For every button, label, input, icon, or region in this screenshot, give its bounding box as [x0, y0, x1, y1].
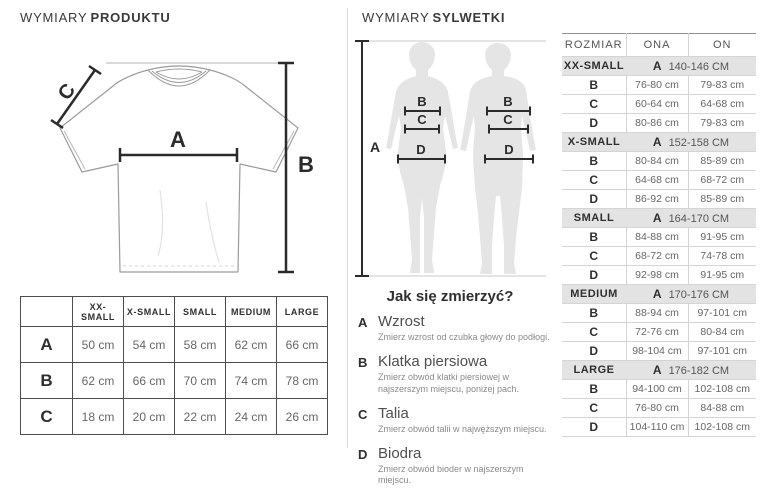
instruction-item: [358, 353, 550, 396]
male-label-b: B: [503, 94, 513, 109]
column-header: SMALL: [175, 297, 226, 327]
her-value: 104-110 cm: [626, 418, 688, 437]
height-letter: A: [652, 363, 662, 377]
size-data-row: [562, 171, 756, 190]
size-value-cell: 22 cm: [175, 399, 226, 435]
vertical-divider: [347, 8, 348, 448]
size-data-row: [562, 342, 756, 361]
size-group-name: SMALL: [562, 209, 626, 228]
size-data-row: [562, 323, 756, 342]
her-value: 94-100 cm: [626, 380, 688, 399]
her-value: 76-80 cm: [626, 399, 688, 418]
height-letter: A: [652, 211, 662, 225]
measure-label: D: [562, 418, 626, 437]
him-value: 85-89 cm: [688, 152, 756, 171]
measure-label: D: [562, 114, 626, 133]
measure-label: C: [562, 247, 626, 266]
size-data-row: [562, 114, 756, 133]
measure-line-height: [355, 41, 369, 276]
him-value: 79-83 cm: [688, 114, 756, 133]
size-group-height: A 170-176 CM: [626, 285, 756, 304]
size-value-cell: 18 cm: [73, 399, 124, 435]
instruction-letter: A: [358, 315, 368, 330]
size-data-row: [562, 247, 756, 266]
size-value-cell: 24 cm: [226, 399, 277, 435]
size-data-row: [562, 418, 756, 437]
him-value: 102-108 cm: [688, 380, 756, 399]
size-value-cell: 58 cm: [175, 327, 226, 363]
measure-instructions: [358, 313, 550, 496]
instruction-body: [378, 405, 550, 436]
silhouette-dimensions-title: [362, 10, 505, 25]
him-value: 84-88 cm: [688, 399, 756, 418]
body-size-table-body: [562, 57, 756, 437]
measure-label: D: [562, 190, 626, 209]
measure-label: B: [562, 76, 626, 95]
instruction-letter: D: [358, 446, 368, 462]
size-group-name: X-SMALL: [562, 133, 626, 152]
him-value: 91-95 cm: [688, 228, 756, 247]
instruction-letter: B: [358, 354, 368, 370]
tshirt-label-c: C: [53, 79, 81, 105]
product-dimensions-title: [20, 10, 171, 25]
male-label-d: D: [504, 142, 514, 157]
tshirt-measurement-diagram: [10, 40, 340, 290]
size-group-name: XX-SMALL: [562, 57, 626, 76]
instruction-name: Klatka piersiowa: [378, 352, 488, 370]
instruction-description: Zmierz obwód talii w najwęższym miejscu.: [378, 423, 547, 434]
measure-label: C: [562, 399, 626, 418]
instruction-description: Zmierz obwód bioder w najszerszym miejscu.: [378, 463, 524, 486]
column-header-her: ONA: [626, 34, 688, 57]
title-bold-part: SYLWETKI: [432, 10, 506, 25]
row-label: B: [21, 363, 73, 399]
title-regular-part: WYMIARY: [20, 10, 88, 25]
size-value-cell: 26 cm: [277, 399, 328, 435]
body-size-table-head: [562, 34, 756, 57]
product-table-head: [21, 297, 328, 327]
her-value: 72-76 cm: [626, 323, 688, 342]
size-data-row: [562, 399, 756, 418]
column-header-him: ON: [688, 34, 756, 57]
size-group-height: A 164-170 CM: [626, 209, 756, 228]
size-value-cell: 62 cm: [226, 327, 277, 363]
measure-label: C: [562, 171, 626, 190]
height-letter: A: [652, 59, 662, 73]
female-label-b: B: [417, 94, 427, 109]
size-data-row: [562, 76, 756, 95]
instruction-body: [378, 445, 550, 488]
column-header: XX-SMALL: [73, 297, 124, 327]
size-group-row: [562, 361, 756, 380]
her-value: 92-98 cm: [626, 266, 688, 285]
female-silhouette: [386, 42, 458, 273]
tshirt-label-a: A: [170, 127, 186, 152]
corner-cell: [21, 297, 73, 327]
measure-line-b: [278, 63, 294, 272]
measure-label: C: [562, 323, 626, 342]
instruction-name: Talia: [378, 404, 409, 422]
him-value: 80-84 cm: [688, 323, 756, 342]
him-value: 102-108 cm: [688, 418, 756, 437]
size-group-name: LARGE: [562, 361, 626, 380]
size-group-height: A 140-146 CM: [626, 57, 756, 76]
her-value: 98-104 cm: [626, 342, 688, 361]
product-size-table: [20, 296, 328, 435]
her-value: 64-68 cm: [626, 171, 688, 190]
row-label: C: [21, 399, 73, 435]
size-data-row: [562, 152, 756, 171]
size-group-height: A 176-182 CM: [626, 361, 756, 380]
column-header: X-SMALL: [124, 297, 175, 327]
her-value: 76-80 cm: [626, 76, 688, 95]
instruction-body: [378, 353, 550, 396]
instruction-name: Wzrost: [378, 313, 425, 330]
her-value: 86-92 cm: [626, 190, 688, 209]
instruction-description: Zmierz obwód klatki piersiowej w najszerszym miejscu, poniżej pach.: [378, 372, 520, 394]
size-group-name: MEDIUM: [562, 285, 626, 304]
how-to-measure-heading: Jak się zmierzyć?: [386, 288, 514, 305]
tshirt-label-b: B: [298, 152, 314, 177]
her-value: 68-72 cm: [626, 247, 688, 266]
size-data-row: [562, 380, 756, 399]
height-letter: A: [652, 287, 662, 301]
her-value: 80-84 cm: [626, 152, 688, 171]
size-value-cell: 54 cm: [124, 327, 175, 363]
her-value: 80-86 cm: [626, 114, 688, 133]
instruction-description: Zmierz wzrost od czubka głowy do podłogi.: [378, 332, 550, 343]
measure-label: D: [562, 266, 626, 285]
row-label: A: [21, 327, 73, 363]
her-value: 88-94 cm: [626, 304, 688, 323]
size-data-row: [562, 228, 756, 247]
instruction-item: [358, 313, 550, 344]
size-value-cell: 20 cm: [124, 399, 175, 435]
column-header-size: ROZMIAR: [562, 34, 626, 57]
title-regular-part: WYMIARY: [362, 10, 430, 25]
measure-label: B: [562, 228, 626, 247]
him-value: 74-78 cm: [688, 247, 756, 266]
table-row: [21, 327, 328, 363]
instruction-body: [378, 313, 550, 344]
size-data-row: [562, 266, 756, 285]
measure-label: C: [562, 95, 626, 114]
size-data-row: [562, 95, 756, 114]
column-header: LARGE: [277, 297, 328, 327]
table-row: [21, 399, 328, 435]
title-bold-part: PRODUKTU: [90, 10, 171, 25]
table-row: [21, 363, 328, 399]
instruction-name: Biodra: [378, 444, 422, 462]
her-value: 84-88 cm: [626, 228, 688, 247]
size-group-height: A 152-158 CM: [626, 133, 756, 152]
size-value-cell: 70 cm: [175, 363, 226, 399]
male-label-c: C: [503, 112, 513, 127]
him-value: 68-72 cm: [688, 171, 756, 190]
size-group-row: [562, 285, 756, 304]
body-silhouettes-diagram: [350, 28, 550, 278]
him-value: 97-101 cm: [688, 304, 756, 323]
instruction-item: [358, 405, 550, 436]
size-data-row: [562, 304, 756, 323]
size-group-row: [562, 57, 756, 76]
measure-label: B: [562, 304, 626, 323]
instruction-item: [358, 445, 550, 488]
size-value-cell: 78 cm: [277, 363, 328, 399]
product-table-body: [21, 327, 328, 435]
body-label-a: A: [370, 139, 381, 155]
him-value: 79-83 cm: [688, 76, 756, 95]
column-header: MEDIUM: [226, 297, 277, 327]
size-value-cell: 74 cm: [226, 363, 277, 399]
size-value-cell: 66 cm: [124, 363, 175, 399]
him-value: 64-68 cm: [688, 95, 756, 114]
body-size-table: [562, 33, 756, 437]
measure-label: B: [562, 380, 626, 399]
size-data-row: [562, 190, 756, 209]
him-value: 85-89 cm: [688, 190, 756, 209]
size-group-row: [562, 133, 756, 152]
him-value: 97-101 cm: [688, 342, 756, 361]
female-label-c: C: [417, 112, 427, 127]
size-group-row: [562, 209, 756, 228]
size-value-cell: 50 cm: [73, 327, 124, 363]
tshirt-outline: [60, 66, 298, 272]
measure-label: D: [562, 342, 626, 361]
measure-label: B: [562, 152, 626, 171]
him-value: 91-95 cm: [688, 266, 756, 285]
size-value-cell: 66 cm: [277, 327, 328, 363]
her-value: 60-64 cm: [626, 95, 688, 114]
female-label-d: D: [416, 142, 426, 157]
instruction-letter: C: [358, 406, 368, 422]
size-value-cell: 62 cm: [73, 363, 124, 399]
height-letter: A: [652, 135, 662, 149]
